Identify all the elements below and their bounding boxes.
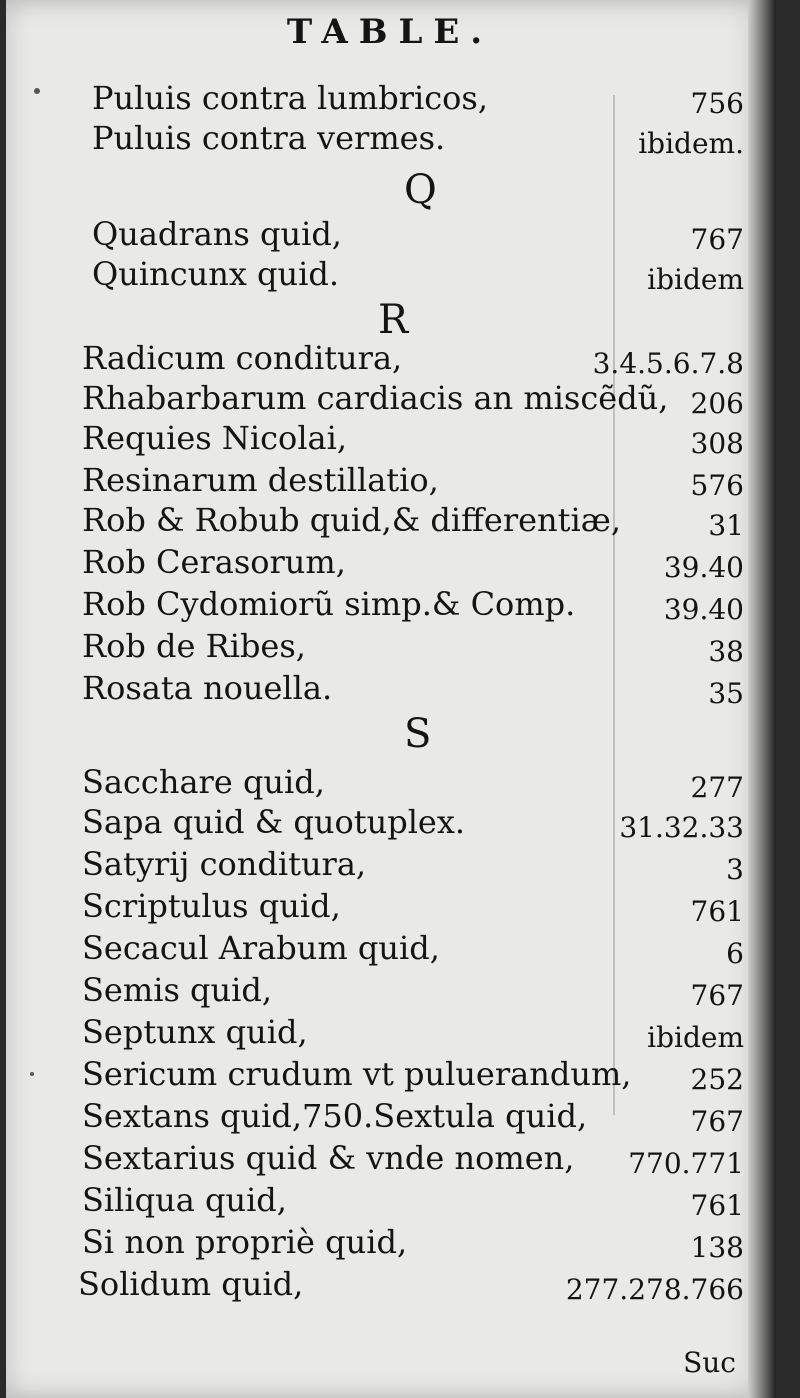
entry-page-ref: 756: [690, 87, 744, 120]
entry-page-ref: 3.4.5.6.7.8: [592, 347, 744, 380]
index-entry: [92, 214, 744, 254]
entry-term: Sextarius quid & vnde nomen,: [82, 1139, 575, 1177]
entry-page-ref: 252: [690, 1063, 744, 1096]
entry-term: Rhabarbarum cardiacis an miscẽdũ,: [82, 379, 669, 417]
section-letter: Q: [404, 167, 437, 213]
entry-page-ref: 39.40: [663, 593, 744, 626]
entry-term: Solidum quid,: [78, 1265, 304, 1303]
entry-page-ref: 767: [690, 1105, 744, 1138]
entry-term: Puluis contra vermes.: [92, 119, 446, 157]
entry-page-ref: 3: [726, 853, 744, 886]
entry-term: Puluis contra lumbricos,: [92, 79, 488, 117]
index-entry: [82, 886, 744, 926]
index-entry: [82, 928, 744, 968]
entry-page-ref: ibidem: [647, 1021, 744, 1054]
entry-term: Resinarum destillatio,: [82, 461, 439, 499]
entry-term: Scriptulus quid,: [82, 887, 341, 925]
entry-term: Sacchare quid,: [82, 763, 325, 801]
index-entry: [82, 1138, 744, 1178]
catchword: Suc: [683, 1346, 736, 1379]
entry-term: Satyrij conditura,: [82, 845, 367, 883]
entry-term: Rob de Ribes,: [82, 627, 306, 665]
entry-term: Sextans quid,750.Sextula quid,: [82, 1097, 588, 1135]
index-entry: [82, 460, 744, 500]
entry-term: Si non propriè quid,: [82, 1223, 408, 1261]
entry-term: Requies Nicolai,: [82, 419, 348, 457]
entry-page-ref: 770.771: [628, 1147, 744, 1180]
index-entries: [6, 0, 774, 1398]
entry-page-ref: ibidem: [647, 263, 744, 296]
entry-term: Secacul Arabum quid,: [82, 929, 440, 967]
index-entry: [82, 1180, 744, 1220]
entry-term: Sapa quid & quotuplex.: [82, 803, 466, 841]
entry-page-ref: 308: [690, 427, 744, 460]
entry-term: Radicum conditura,: [82, 339, 403, 377]
index-entry: [82, 1012, 744, 1052]
entry-page-ref: 767: [690, 223, 744, 256]
index-entry: [82, 500, 744, 540]
entry-term: Sericum crudum vt puluerandum,: [82, 1055, 632, 1093]
section-letter: R: [378, 297, 409, 343]
index-entry: [82, 1096, 744, 1136]
entry-page-ref: 31.32.33: [619, 811, 744, 844]
entry-term: Semis quid,: [82, 971, 273, 1009]
index-entry: [82, 418, 744, 458]
index-entry: [82, 542, 744, 582]
index-entry: [82, 584, 744, 624]
index-entry: [78, 1264, 744, 1304]
page-edge: [748, 0, 774, 1398]
entry-term: Quincunx quid.: [92, 255, 340, 293]
entry-page-ref: 35: [708, 677, 744, 710]
entry-term: Quadrans quid,: [92, 215, 342, 253]
section-letter: S: [404, 711, 432, 757]
entry-term: Rob Cerasorum,: [82, 543, 346, 581]
index-entry: [92, 254, 744, 294]
index-entry: [82, 668, 744, 708]
index-entry: [82, 338, 744, 378]
entry-page-ref: 761: [690, 895, 744, 928]
index-entry: [82, 1054, 744, 1094]
index-entry: [92, 78, 744, 118]
index-entry: [82, 844, 744, 884]
entry-term: Rob & Robub quid,& differentiæ,: [82, 501, 621, 539]
entry-term: Siliqua quid,: [82, 1181, 287, 1219]
entry-page-ref: 576: [690, 469, 744, 502]
index-entry: [82, 626, 744, 666]
entry-page-ref: 39.40: [663, 551, 744, 584]
entry-page-ref: 38: [708, 635, 744, 668]
index-entry: [82, 1222, 744, 1262]
entry-page-ref: 206: [690, 387, 744, 420]
entry-page-ref: 138: [690, 1231, 744, 1264]
entry-term: Rosata nouella.: [82, 669, 333, 707]
entry-page-ref: 277.278.766: [565, 1273, 744, 1306]
index-entry: [82, 762, 744, 802]
entry-page-ref: 277: [690, 771, 744, 804]
index-entry: [82, 378, 744, 418]
entry-page-ref: 6: [726, 937, 744, 970]
book-page: [6, 0, 774, 1398]
index-entry: [82, 802, 744, 842]
entry-term: Septunx quid,: [82, 1013, 308, 1051]
index-entry: [92, 118, 744, 158]
entry-term: Rob Cydomiorũ simp.& Comp.: [82, 585, 576, 623]
entry-page-ref: 761: [690, 1189, 744, 1222]
entry-page-ref: ibidem.: [638, 127, 744, 160]
entry-page-ref: 767: [690, 979, 744, 1012]
index-entry: [82, 970, 744, 1010]
page-title: TABLE.: [286, 12, 494, 52]
entry-page-ref: 31: [708, 509, 744, 542]
